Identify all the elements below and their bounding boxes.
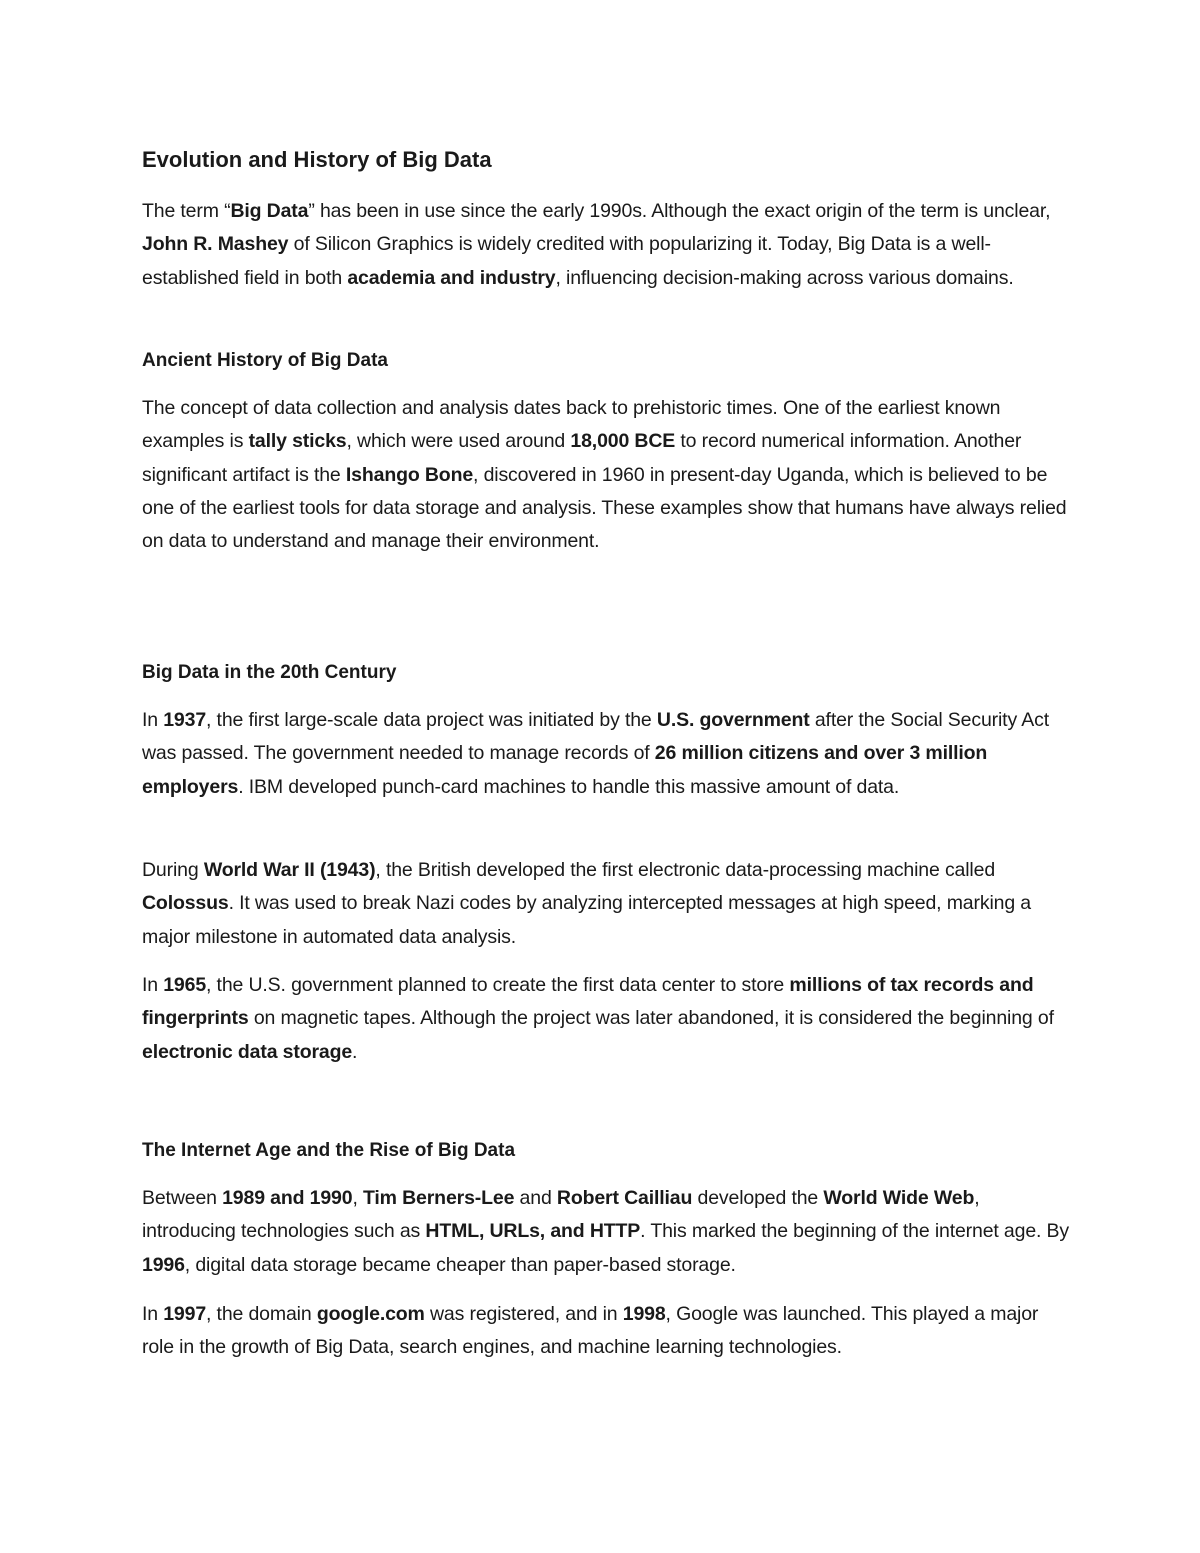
emphasized-text: academia and industry: [347, 266, 556, 289]
emphasized-text: 1998: [622, 1303, 666, 1325]
emphasized-text: google.com: [316, 1303, 425, 1325]
text-run: , which were used around: [346, 430, 571, 453]
text-run: ” has been in use since the early 1990s. Although the exact origin of the term is unclear,: [308, 200, 1051, 222]
emphasized-text: electronic data storage: [142, 1040, 353, 1063]
text-run: ,: [352, 1187, 363, 1209]
text-run: to record numerical information. Another significant artifact is the: [142, 430, 1022, 486]
paragraph-1937: [142, 704, 1072, 804]
emphasized-text: 1937: [163, 709, 207, 731]
text-run: In: [142, 709, 164, 731]
heading-ancient-history: Ancient History of Big Data: [142, 350, 388, 371]
intro-paragraph: [142, 195, 1072, 295]
text-run: developed the: [692, 1187, 824, 1209]
text-run: In: [142, 1303, 164, 1325]
text-run: , the first large-scale data project was initiated by the: [206, 709, 657, 731]
text-run: of Silicon Graphics is widely credited with popularizing it. Today, Big Data is a well-established field in both: [142, 233, 991, 289]
emphasized-text: 1996: [142, 1253, 185, 1276]
emphasized-text: HTML, URLs, and HTTP: [425, 1220, 641, 1243]
text-run: .: [352, 1040, 358, 1063]
text-run: after the Social Security Act was passed. The government needed to manage records of: [142, 709, 1049, 765]
text-run: , influencing decision-making across various domains.: [555, 266, 1014, 289]
emphasized-text: World Wide Web: [823, 1187, 975, 1209]
text-run: , digital data storage became cheaper than paper-based storage.: [184, 1253, 736, 1276]
emphasized-text: 26 million citizens and over 3 million employers: [142, 742, 988, 798]
emphasized-text: Ishango Bone: [345, 463, 474, 486]
text-run: . This marked the beginning of the internet age. By: [640, 1220, 1069, 1243]
text-run: Between: [142, 1187, 223, 1209]
emphasized-text: John R. Mashey: [142, 233, 289, 256]
text-run: . IBM developed punch-card machines to handle this massive amount of data.: [238, 775, 900, 798]
emphasized-text: 1997: [163, 1303, 207, 1325]
emphasized-text: World War II (1943): [203, 859, 376, 881]
text-run: and: [514, 1187, 557, 1209]
text-run: , introducing technologies such as: [142, 1187, 980, 1243]
text-run: on magnetic tapes. Although the project was later abandoned, it is considered the beginning of: [248, 1007, 1054, 1030]
heading-20th-century: Big Data in the 20th Century: [142, 662, 397, 683]
text-run: , Google was launched. This played a major role in the growth of Big Data, search engines, and machine learning technologies.: [142, 1303, 1039, 1359]
text-run: , discovered in 1960 in present-day Uganda, which is believed to be one of the earliest tools for data storage and analysis. These examples show that humans have always relied on data to understand and manage their environment.: [142, 463, 1067, 553]
paragraph-colossus: [142, 854, 1072, 954]
document-title: Evolution and History of Big Data: [142, 147, 492, 172]
paragraph-world-wide-web: [142, 1182, 1072, 1282]
text-run: . It was used to break Nazi codes by analyzing intercepted messages at high speed, marking a major milestone in automated data analysis.: [142, 892, 1031, 948]
emphasized-text: 1965: [163, 974, 207, 996]
emphasized-text: 1989 and 1990: [222, 1187, 353, 1209]
text-run: The concept of data collection and analysis dates back to prehistoric times. One of the earliest known examples is: [142, 397, 1001, 453]
text-run: The term “: [142, 200, 231, 222]
emphasized-text: U.S. government: [656, 709, 810, 731]
text-run: , the U.S. government planned to create the first data center to store: [206, 974, 790, 996]
emphasized-text: Big Data: [230, 200, 309, 222]
text-run: was registered, and in: [424, 1303, 623, 1325]
emphasized-text: Colossus: [142, 892, 229, 915]
text-run: During: [142, 859, 204, 881]
emphasized-text: tally sticks: [248, 430, 347, 453]
emphasized-text: millions of tax records and fingerprints: [142, 974, 1034, 1030]
text-run: In: [142, 974, 164, 996]
emphasized-text: Robert Cailliau: [556, 1187, 693, 1209]
paragraph-1965: [142, 969, 1072, 1069]
text-run: , the British developed the first electronic data-processing machine called: [375, 859, 996, 881]
ancient-paragraph: [142, 392, 1072, 558]
heading-internet-age: The Internet Age and the Rise of Big Data: [142, 1140, 516, 1161]
emphasized-text: Tim Berners-Lee: [362, 1187, 515, 1209]
text-run: , the domain: [206, 1303, 317, 1325]
paragraph-google: [142, 1298, 1072, 1365]
emphasized-text: 18,000 BCE: [570, 430, 676, 453]
